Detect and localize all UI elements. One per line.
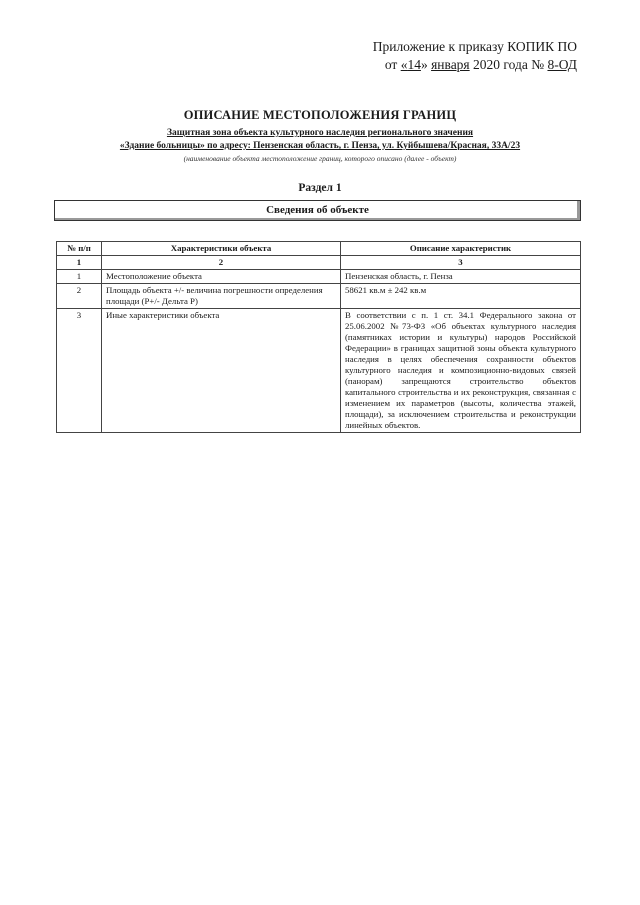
row-characteristic: Местоположение объекта — [102, 270, 341, 284]
object-info-table — [56, 241, 581, 433]
section-title: Раздел 1 — [298, 182, 342, 194]
row-characteristic: Иные характеристики объекта — [102, 309, 341, 433]
table-row — [57, 309, 581, 433]
row-number: 3 — [57, 309, 102, 433]
column-number-row — [57, 256, 581, 270]
zone-description-line2: «Здание больницы» по адресу: Пензенская область, г. Пенза, ул. Куйбышева/Красная, 33А/23 — [119, 141, 521, 151]
table-row — [57, 270, 581, 284]
zone-description-line1: Защитная зона объекта культурного наследия регионального значения — [166, 128, 474, 138]
row-characteristic: Площадь объекта +/- величина погрешности определения площади (Р+/- Дельта Р) — [102, 284, 341, 309]
row-description: 58621 кв.м ± 242 кв.м — [341, 284, 581, 309]
header-characteristics: Характеристики объекта — [102, 242, 341, 256]
column-number: 1 — [57, 256, 102, 270]
column-number: 2 — [102, 256, 341, 270]
row-description: Пензенская область, г. Пенза — [341, 270, 581, 284]
section-box: Сведения об объекте — [54, 200, 581, 221]
header-number: № п/п — [57, 242, 102, 256]
quote-open: « — [400, 57, 408, 72]
table-row — [57, 284, 581, 309]
order-reference-line1: Приложение к приказу КОПИК ПО — [372, 39, 577, 54]
row-number: 1 — [57, 270, 102, 284]
order-month: января — [431, 57, 470, 72]
row-description: В соответствии с п. 1 ст. 34.1 Федерального закона от 25.06.2002 №73-ФЗ «Об объектах культурного наследия (памятниках истории и культуры) народов Российской Федерации» в границах защитной зоны объекта культурного наследия в целях обеспечения сохранности объектов культурного наследия и композиционно-видовых связей (панорам) запрещаются строительство объектов капитального строительства и их реконструкция, связанная с изменением их параметров (высоты, количества этажей, площади), за исключением строительства и реконструкции линейных объектов. — [341, 309, 581, 433]
order-number: 8-ОД — [547, 57, 577, 72]
order-reference-line2 — [300, 56, 577, 74]
order-reference — [300, 38, 577, 74]
header-description: Описание характеристик — [341, 242, 581, 256]
document-title: ОПИСАНИЕ МЕСТОПОЛОЖЕНИЯ ГРАНИЦ — [183, 108, 457, 122]
table-header-row — [57, 242, 581, 256]
order-year: 2020 года № — [469, 57, 548, 72]
order-day: 14 — [407, 57, 421, 72]
quote-close: » — [420, 57, 432, 72]
ot-label: от — [384, 57, 401, 72]
row-number: 2 — [57, 284, 102, 309]
column-number: 3 — [341, 256, 581, 270]
object-caption: (наименование объекта местоположение границ, которого описано (далее - объект) — [183, 154, 457, 163]
